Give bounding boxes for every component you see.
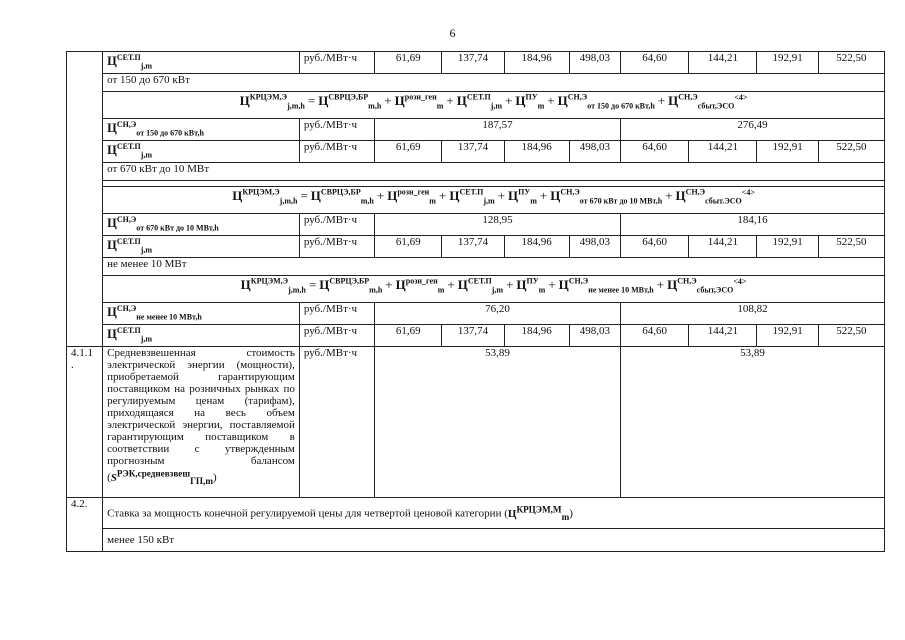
price-symbol bbox=[107, 326, 153, 344]
unit-cell: руб./МВт·ч bbox=[299, 303, 374, 325]
symbol-superscript: розн_ген bbox=[405, 277, 438, 286]
operator: + bbox=[547, 93, 555, 109]
symbol-superscript: розн_ген bbox=[397, 188, 430, 197]
symbol-superscript: СН,Э bbox=[568, 277, 589, 286]
variable-cell bbox=[103, 214, 300, 236]
page-number: 6 bbox=[449, 26, 456, 40]
formula-term-rozn bbox=[394, 93, 444, 111]
item-number-cell bbox=[67, 52, 103, 347]
value-cell: 522,50 bbox=[818, 141, 884, 163]
unit-cell: руб./МВт·ч bbox=[299, 347, 374, 498]
operator: = bbox=[307, 93, 316, 109]
symbol-subscript: не менее 10 МВт,h bbox=[136, 312, 202, 322]
symbol-superscript: СН,Э bbox=[560, 188, 580, 197]
value-cell: 498,03 bbox=[569, 52, 620, 74]
variable-cell bbox=[103, 303, 300, 325]
symbol-letter: Ц bbox=[319, 277, 330, 293]
symbol-superscript: СН,Э bbox=[116, 215, 137, 224]
symbol-superscript: СЕТ.П bbox=[116, 142, 141, 151]
item-description: Средневзвешенная стоимость электрической энергии (мощности), приобретаемой гарантирующим поставщиком на розничных рынках по регулируемым ценам (тарифам), приходящаяся на весь объем электрической энергии, поставляемой гарантирующим поставщиком в соответствии с утвержденным прогнозным балансом $(S^{РЭК,средневзвеш}_{ГП,m})$ bbox=[103, 347, 300, 498]
formula-term-rozn bbox=[395, 277, 445, 295]
formula-term-sn bbox=[558, 277, 654, 295]
symbol-letter: Ц bbox=[107, 54, 117, 69]
variable-cell bbox=[103, 141, 300, 163]
operator: + bbox=[656, 277, 665, 293]
symbol-superscript: СЕТ.П bbox=[467, 277, 492, 286]
variable-cell bbox=[103, 325, 300, 347]
value-cell: 137,74 bbox=[442, 52, 504, 74]
price-symbol bbox=[107, 142, 153, 160]
formula-term-set bbox=[449, 188, 495, 206]
symbol-superscript: ПУ bbox=[525, 93, 538, 102]
unit-cell: руб./МВт·ч bbox=[299, 214, 374, 236]
symbol-subscript: j,m,h bbox=[287, 101, 305, 111]
symbol-subscript: m bbox=[437, 285, 445, 295]
symbol-superscript: СН,Э bbox=[567, 93, 588, 102]
formula-cell bbox=[103, 92, 885, 119]
symbol-superscript: ПУ bbox=[526, 277, 539, 286]
value-cell: 184,96 bbox=[504, 325, 569, 347]
symbol-subscript: от 670 кВт до 10 МВт,h bbox=[136, 223, 219, 233]
formula-term-pu bbox=[507, 188, 537, 206]
symbol-subscript: сбыт.ЭСО bbox=[705, 196, 742, 206]
symbol-letter: Ц bbox=[107, 143, 117, 158]
price-symbol bbox=[107, 53, 153, 71]
symbol-subscript: от 670 кВт до 10 МВт,h bbox=[579, 196, 663, 206]
table-row bbox=[67, 529, 885, 552]
symbol-letter: Ц bbox=[557, 93, 568, 109]
table-row bbox=[67, 52, 885, 74]
table-row bbox=[67, 214, 885, 236]
value-cell: 61,69 bbox=[375, 236, 442, 258]
symbol-subscript: m,h bbox=[360, 196, 374, 206]
value-cell: 64,60 bbox=[620, 236, 688, 258]
symbol-letter: Ц bbox=[239, 93, 250, 109]
symbol-subscript: от 150 до 670 кВт,h bbox=[136, 128, 204, 138]
price-symbol bbox=[107, 237, 153, 255]
footnote-ref: <4> bbox=[741, 188, 755, 197]
symbol-superscript: СЕТ.П bbox=[459, 188, 484, 197]
symbol-subscript: j,m bbox=[491, 285, 504, 295]
symbol-superscript: СЕТ.П bbox=[116, 237, 141, 246]
value-cell: 61,69 bbox=[375, 325, 442, 347]
symbol-letter: Ц bbox=[107, 238, 117, 253]
symbol-subscript: ГП,m bbox=[190, 475, 213, 486]
value-cell: 184,96 bbox=[504, 236, 569, 258]
operator: + bbox=[657, 93, 666, 109]
unit-cell: руб./МВт·ч bbox=[299, 52, 374, 74]
table-row bbox=[67, 74, 885, 92]
symbol-letter: Ц bbox=[107, 216, 117, 231]
formula-term-sbyt bbox=[675, 188, 742, 206]
variable-cell bbox=[103, 236, 300, 258]
table-row bbox=[67, 276, 885, 303]
table-row bbox=[67, 92, 885, 119]
value-cell-group-1: 187,57 bbox=[375, 119, 621, 141]
formula-lhs bbox=[239, 93, 305, 111]
formula-term-svr bbox=[318, 93, 382, 111]
value-cell: 144,21 bbox=[689, 236, 757, 258]
value-cell: 192,91 bbox=[757, 236, 818, 258]
symbol-letter: Ц bbox=[550, 188, 561, 204]
price-symbol bbox=[107, 215, 219, 233]
symbol-superscript: СВРЦЭ,БР bbox=[328, 93, 369, 102]
table-row bbox=[67, 303, 885, 325]
symbol-letter: Ц bbox=[232, 188, 243, 204]
formula-term-rozn bbox=[387, 188, 436, 206]
symbol-superscript: СВРЦЭ,БР bbox=[329, 277, 370, 286]
symbol-letter: Ц bbox=[107, 327, 117, 342]
table-row bbox=[67, 236, 885, 258]
formula-term-sbyt bbox=[667, 277, 734, 295]
value-cell: 64,60 bbox=[620, 141, 688, 163]
footnote-ref: <4> bbox=[734, 93, 748, 102]
symbol-superscript: розн_ген bbox=[404, 93, 437, 102]
operator: + bbox=[497, 188, 505, 204]
value-cell-group-1: 53,89 bbox=[375, 347, 621, 498]
symbol-subscript: j,m bbox=[140, 334, 153, 344]
unit-cell: руб./МВт·ч bbox=[299, 119, 374, 141]
table-row bbox=[67, 258, 885, 276]
symbol-subscript: m bbox=[561, 511, 570, 522]
category-label: не менее 10 МВт bbox=[103, 258, 885, 276]
value-cell-group-2: 276,49 bbox=[620, 119, 884, 141]
symbol-subscript: j,m bbox=[140, 61, 153, 71]
symbol-letter: Ц bbox=[558, 277, 569, 293]
price-symbol bbox=[107, 120, 204, 138]
symbol-superscript: СН,Э bbox=[116, 120, 137, 129]
variable-cell bbox=[103, 52, 300, 74]
symbol-subscript: m bbox=[537, 101, 545, 111]
symbol-letter: Ц bbox=[516, 277, 527, 293]
value-cell: 192,91 bbox=[757, 52, 818, 74]
tariff-table bbox=[66, 51, 885, 552]
symbol-subscript: не менее 10 МВт,h bbox=[588, 285, 654, 295]
formula-cell bbox=[103, 187, 885, 214]
symbol-superscript: СЕТ.П bbox=[116, 53, 141, 62]
table-row bbox=[67, 498, 885, 529]
unit-cell: руб./МВт·ч bbox=[299, 141, 374, 163]
symbol-superscript: СН,Э bbox=[677, 277, 697, 286]
value-cell: 498,03 bbox=[569, 325, 620, 347]
table-row bbox=[67, 187, 885, 214]
symbol-subscript: j,m,h bbox=[288, 285, 306, 295]
formula-term-set bbox=[457, 277, 504, 295]
symbol-subscript: m,h bbox=[369, 285, 383, 295]
operator: + bbox=[548, 277, 556, 293]
symbol-subscript: m bbox=[530, 196, 537, 206]
symbol-superscript: СВРЦЭ,БР bbox=[320, 188, 361, 197]
symbol-subscript: m,h bbox=[368, 101, 382, 111]
formula-term-svr bbox=[319, 277, 383, 295]
symbol-letter: Ц bbox=[318, 93, 329, 109]
symbol-subscript: j,m bbox=[490, 101, 503, 111]
category-label: от 150 до 670 кВт bbox=[103, 74, 885, 92]
value-cell: 184,96 bbox=[504, 52, 569, 74]
operator: + bbox=[506, 277, 514, 293]
operator: + bbox=[539, 188, 548, 204]
value-cell-group-1: 128,95 bbox=[375, 214, 621, 236]
value-cell: 498,03 bbox=[569, 141, 620, 163]
symbol-superscript: СН,Э bbox=[116, 304, 137, 313]
symbol-superscript: РЭК,средневзвеш bbox=[116, 468, 191, 478]
symbol-superscript: КРЦЭМ,Э bbox=[249, 93, 288, 102]
price-symbol bbox=[107, 304, 202, 322]
symbol-letter: Ц bbox=[107, 305, 117, 320]
symbol-letter: Ц bbox=[456, 93, 467, 109]
operator: + bbox=[505, 93, 513, 109]
item-text: Ставка за мощность конечной регулируемой цены для четвертой ценовой категории $(Ц^{КРЦЭМ,М}_m)$ bbox=[103, 498, 885, 529]
variable-cell bbox=[103, 119, 300, 141]
symbol-subscript: m bbox=[538, 285, 546, 295]
formula-term-sn bbox=[557, 93, 655, 111]
operator: + bbox=[447, 277, 455, 293]
value-cell: 137,74 bbox=[442, 141, 504, 163]
formula-term-pu bbox=[516, 277, 546, 295]
value-cell-group-2: 184,16 bbox=[620, 214, 884, 236]
symbol-superscript: КРЦЭМ,Э bbox=[250, 277, 289, 286]
symbol-letter: S bbox=[110, 471, 117, 484]
formula-term-sbyt bbox=[668, 93, 735, 111]
operator: = bbox=[300, 188, 308, 204]
symbol-letter: Ц bbox=[675, 188, 686, 204]
symbol-letter: Ц bbox=[395, 277, 406, 293]
formula-term-svr bbox=[310, 188, 374, 206]
symbol-letter: Ц bbox=[507, 188, 519, 204]
operator: + bbox=[438, 188, 447, 204]
price-formula bbox=[107, 276, 880, 297]
price-formula bbox=[107, 92, 880, 113]
category-label: менее 150 кВт bbox=[103, 529, 885, 552]
value-cell: 522,50 bbox=[818, 325, 884, 347]
value-cell: 498,03 bbox=[569, 236, 620, 258]
unit-cell: руб./МВт·ч bbox=[299, 236, 374, 258]
value-cell: 144,21 bbox=[689, 141, 757, 163]
value-cell: 144,21 bbox=[689, 325, 757, 347]
symbol-letter: Ц bbox=[240, 277, 251, 293]
formula-lhs bbox=[240, 277, 306, 295]
table-row bbox=[67, 347, 885, 498]
symbol-letter: Ц bbox=[310, 188, 321, 204]
table-row bbox=[67, 163, 885, 181]
operator: + bbox=[384, 93, 392, 109]
symbol-superscript: КРЦЭМ,М bbox=[516, 504, 562, 515]
value-cell: 64,60 bbox=[620, 52, 688, 74]
table-row bbox=[67, 141, 885, 163]
value-cell: 61,69 bbox=[375, 52, 442, 74]
symbol-superscript: КРЦЭМ,Э bbox=[242, 188, 280, 197]
symbol-superscript: СЕТ.П bbox=[116, 326, 141, 335]
symbol-letter: Ц bbox=[668, 93, 679, 109]
symbol-letter: Ц bbox=[107, 121, 117, 136]
symbol-letter: Ц bbox=[387, 188, 398, 204]
value-cell: 144,21 bbox=[689, 52, 757, 74]
symbol-letter: Ц bbox=[394, 93, 405, 109]
value-cell: 61,69 bbox=[375, 141, 442, 163]
value-cell: 522,50 bbox=[818, 52, 884, 74]
value-cell-group-1: 76,20 bbox=[375, 303, 621, 325]
symbol-subscript: от 150 до 670 кВт,h bbox=[587, 101, 655, 111]
value-cell: 192,91 bbox=[757, 325, 818, 347]
operator: + bbox=[446, 93, 454, 109]
formula-term-set bbox=[456, 93, 503, 111]
value-cell: 192,91 bbox=[757, 141, 818, 163]
symbol-letter: Ц bbox=[457, 277, 468, 293]
symbol-subscript: m bbox=[436, 101, 444, 111]
value-cell: 184,96 bbox=[504, 141, 569, 163]
category-label: от 670 кВт до 10 МВт bbox=[103, 163, 885, 181]
value-cell: 137,74 bbox=[442, 325, 504, 347]
symbol-letter: Ц bbox=[507, 507, 517, 520]
value-cell: 522,50 bbox=[818, 236, 884, 258]
symbol-superscript: СН,Э bbox=[678, 93, 698, 102]
symbol-letter: Ц bbox=[449, 188, 460, 204]
table-row bbox=[67, 119, 885, 141]
value-cell: 137,74 bbox=[442, 236, 504, 258]
price-symbol bbox=[507, 504, 570, 522]
symbol-letter: Ц bbox=[515, 93, 526, 109]
table-row bbox=[67, 325, 885, 347]
item-text-body: Ставка за мощность конечной регулируемой цены для четвертой ценовой категории ( bbox=[107, 507, 508, 520]
value-cell-group-2: 53,89 bbox=[620, 347, 884, 498]
symbol-subscript: сбыт,ЭСО bbox=[696, 285, 734, 295]
price-formula bbox=[107, 187, 880, 208]
formula-lhs bbox=[232, 188, 298, 206]
price-symbol bbox=[110, 468, 213, 486]
symbol-subscript: j,m bbox=[140, 245, 153, 255]
operator: = bbox=[308, 277, 317, 293]
value-cell: 64,60 bbox=[620, 325, 688, 347]
operator: + bbox=[385, 277, 393, 293]
formula-term-sn bbox=[550, 188, 663, 206]
symbol-subscript: m bbox=[429, 196, 436, 206]
symbol-superscript: ПУ bbox=[518, 188, 531, 197]
value-cell-group-2: 108,82 bbox=[620, 303, 884, 325]
symbol-subscript: j,m bbox=[140, 150, 153, 160]
symbol-superscript: СН,Э bbox=[685, 188, 706, 197]
operator: + bbox=[376, 188, 385, 204]
symbol-subscript: j,m,h bbox=[279, 196, 298, 206]
formula-term-pu bbox=[515, 93, 545, 111]
description-text: Средневзвешенная стоимость электрической энергии (мощности), приобретаемой гарантирующим поставщиком на розничных рынках по регулируемым ценам (тарифам), приходящаяся на весь объем электрической энергии, поставляемой гарантирующим поставщиком в соответствии с утвержденным прогнозным балансом ( bbox=[107, 347, 295, 484]
item-number: 4.1.1 . bbox=[67, 347, 103, 498]
symbol-letter: Ц bbox=[667, 277, 678, 293]
symbol-subscript: сбыт,ЭСО bbox=[697, 101, 735, 111]
symbol-superscript: СЕТ.П bbox=[466, 93, 491, 102]
formula-cell bbox=[103, 276, 885, 303]
footnote-ref: <4> bbox=[733, 277, 747, 286]
unit-cell: руб./МВт·ч bbox=[299, 325, 374, 347]
symbol-subscript: j,m bbox=[483, 196, 495, 206]
operator: + bbox=[665, 188, 673, 204]
item-number: 4.2. bbox=[67, 498, 103, 552]
